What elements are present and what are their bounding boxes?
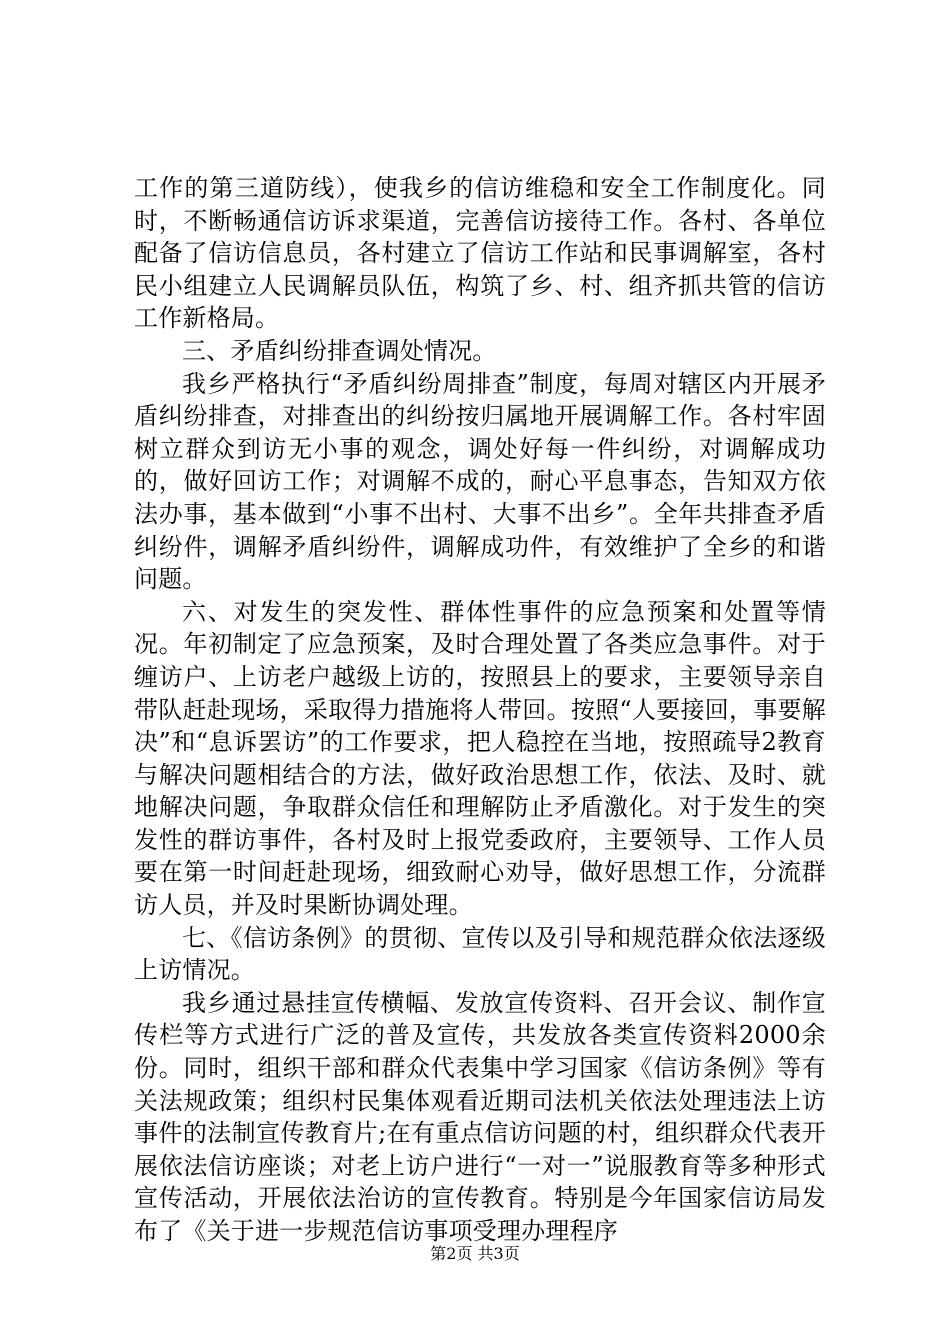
page-footer: 第2页 共3页 [430,1244,520,1263]
document-body [134,172,826,1248]
paragraph-3: 我乡严格执行“矛盾纠纷周排查”制度，每周对辖区内开展矛盾纠纷排查，对排查出的纠纷按归属地开展调解工作。各村牢固树立群众到访无小事的观念，调处好每一件纠纷，对调解成功的，做好回访工作；对调解不成的，耐心平息事态，告知双方依法办事，基本做到“小事不出村、大事不出乡”。全年共排查矛盾纠纷件，调解矛盾纠纷件，调解成功件，有效维护了全乡的和谐问题。 [134,369,826,594]
paragraph-5: 七、《信访条例》的贯彻、宣传以及引导和规范群众依法逐级上访情况。 [134,923,826,985]
paragraph-1: 工作的第三道防线），使我乡的信访维稳和安全工作制度化。同时，不断畅通信访诉求渠道，完善信访接待工作。各村、各单位配备了信访信息员，各村建立了信访工作站和民事调解室，各村民小组建立人民调解员队伍，构筑了乡、村、组齐抓共管的信访工作新格局。 [134,174,826,333]
paragraph-2: 三、矛盾纠纷排查调处情况。 [182,336,497,365]
paragraph-6: 我乡通过悬挂宣传横幅、发放宣传资料、召开会议、制作宣传栏等方式进行广泛的普及宣传，共发放各类宣传资料2000余份。同时，组织干部和群众代表集中学习国家《信访条例》等有关法规政策；组织村民集体观看近期司法机关依法处理违法上访事件的法制宣传教育片;在有重点信访问题的村，组织群众代表开展依法信访座谈；对老上访户进行“一对一”说服教育等多种形式宣传活动，开展依法治访的宣传教育。特别是今年国家信访局发布了《关于进一步规范信访事项受理办理程序 [134,988,826,1245]
paragraph-4: 六、对发生的突发性、群体性事件的应急预案和处置等情况。年初制定了应急预案，及时合理处置了各类应急事件。对于缠访户、上访老户越级上访的，按照县上的要求，主要领导亲自带队赶赴现场，采取得力措施将人带回。按照“人要接回，事要解决”和“息诉罢访”的工作要求，把人稳控在当地，按照疏导2教育与解决问题相结合的方法，做好政治思想工作，依法、及时、就地解决问题，争取群众信任和理解防止矛盾激化。对于发生的突发性的群访事件，各村及时上报党委政府，主要领导、工作人员要在第一时间赶赴现场，细致耐心劝导，做好思想工作，分流群访人员，并及时果断协调处理。 [134,597,826,920]
